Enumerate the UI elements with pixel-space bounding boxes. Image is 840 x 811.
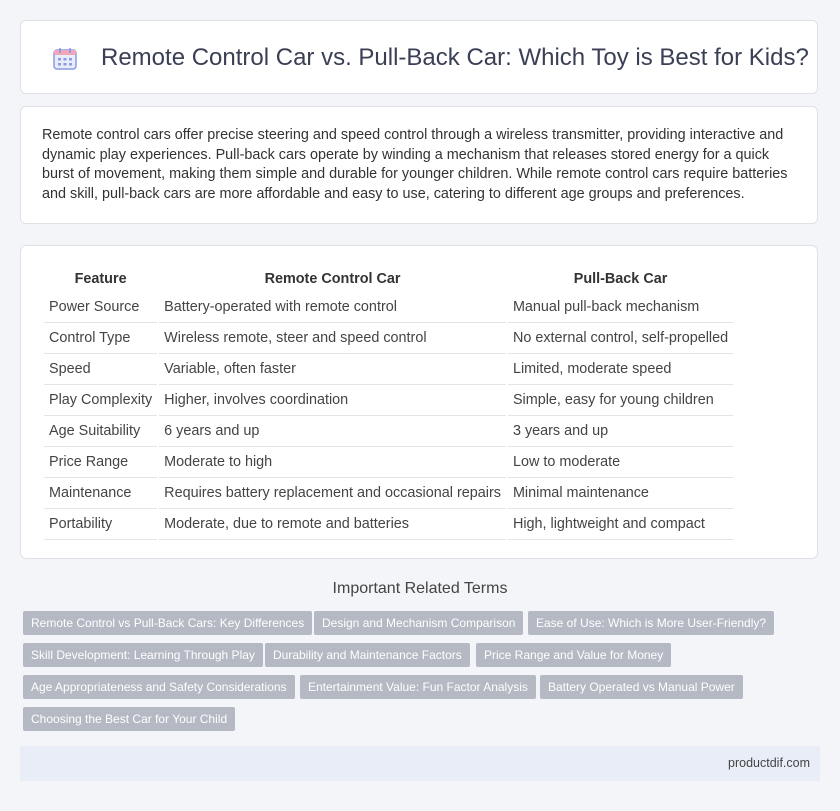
table-cell: Maintenance: [44, 478, 157, 509]
related-term-tag[interactable]: Battery Operated vs Manual Power: [540, 675, 743, 699]
related-term-tag[interactable]: Entertainment Value: Fun Factor Analysis: [300, 675, 536, 699]
table-row: [44, 385, 733, 416]
table-row: [44, 323, 733, 354]
related-term-tag[interactable]: Remote Control vs Pull-Back Cars: Key Differences: [23, 611, 312, 635]
related-term-tag[interactable]: Durability and Maintenance Factors: [265, 643, 470, 667]
comparison-card: [20, 245, 818, 559]
table-cell: Speed: [44, 354, 157, 385]
table-cell: Variable, often faster: [159, 354, 506, 385]
footer-site: productdif.com: [728, 756, 810, 770]
table-cell: Moderate, due to remote and batteries: [159, 509, 506, 540]
page-title: Remote Control Car vs. Pull-Back Car: Which Toy is Best for Kids?: [101, 44, 809, 71]
related-term-tag[interactable]: Design and Mechanism Comparison: [314, 611, 523, 635]
table-cell: Higher, involves coordination: [159, 385, 506, 416]
intro-card: [20, 106, 818, 224]
table-row: [44, 292, 733, 323]
table-cell: Control Type: [44, 323, 157, 354]
header-feature: Feature: [74, 271, 127, 287]
related-term-tag[interactable]: Choosing the Best Car for Your Child: [23, 707, 235, 731]
table-cell: No external control, self-propelled: [508, 323, 733, 354]
table-cell: Manual pull-back mechanism: [508, 292, 733, 323]
table-cell: Low to moderate: [508, 447, 733, 478]
table-cell: High, lightweight and compact: [508, 509, 733, 540]
table-cell: 6 years and up: [159, 416, 506, 447]
header-remote-control-car: Remote Control Car: [264, 271, 401, 287]
table-header-row: [44, 266, 733, 292]
header-pull-back-car: Pull-Back Car: [573, 271, 668, 287]
footer: [20, 746, 820, 781]
table-cell: Limited, moderate speed: [508, 354, 733, 385]
table-cell: 3 years and up: [508, 416, 733, 447]
table-cell: Wireless remote, steer and speed control: [159, 323, 506, 354]
comparison-table: [42, 266, 735, 540]
table-cell: Battery-operated with remote control: [159, 292, 506, 323]
related-term-tag[interactable]: Age Appropriateness and Safety Considerations: [23, 675, 295, 699]
table-row: [44, 447, 733, 478]
related-term-tag[interactable]: Price Range and Value for Money: [476, 643, 671, 667]
related-terms-title: Important Related Terms: [332, 580, 508, 597]
intro-text: Remote control cars offer precise steering and speed control through a wireless transmitter, providing interactive and dynamic play experiences. Pull-back cars operate by winding a mechanism that releases stored energy for a quick burst of movement, making them simple and durable for younger children. While remote control cars require batteries and skill, pull-back cars are more affordable and easy to use, catering to different age groups and preferences.: [42, 127, 788, 202]
calendar-icon: [52, 47, 78, 71]
related-term-tag[interactable]: Ease of Use: Which is More User-Friendly?: [528, 611, 774, 635]
table-row: [44, 478, 733, 509]
table-cell: Requires battery replacement and occasional repairs: [159, 478, 506, 509]
table-cell: Portability: [44, 509, 157, 540]
table-cell: Simple, easy for young children: [508, 385, 733, 416]
table-row: [44, 416, 733, 447]
related-term-tag[interactable]: Skill Development: Learning Through Play: [23, 643, 263, 667]
table-cell: Moderate to high: [159, 447, 506, 478]
header-card: [20, 20, 818, 94]
table-cell: Price Range: [44, 447, 157, 478]
table-cell: Minimal maintenance: [508, 478, 733, 509]
table-cell: Age Suitability: [44, 416, 157, 447]
table-row: [44, 354, 733, 385]
table-row: [44, 509, 733, 540]
table-cell: Play Complexity: [44, 385, 157, 416]
table-cell: Power Source: [44, 292, 157, 323]
